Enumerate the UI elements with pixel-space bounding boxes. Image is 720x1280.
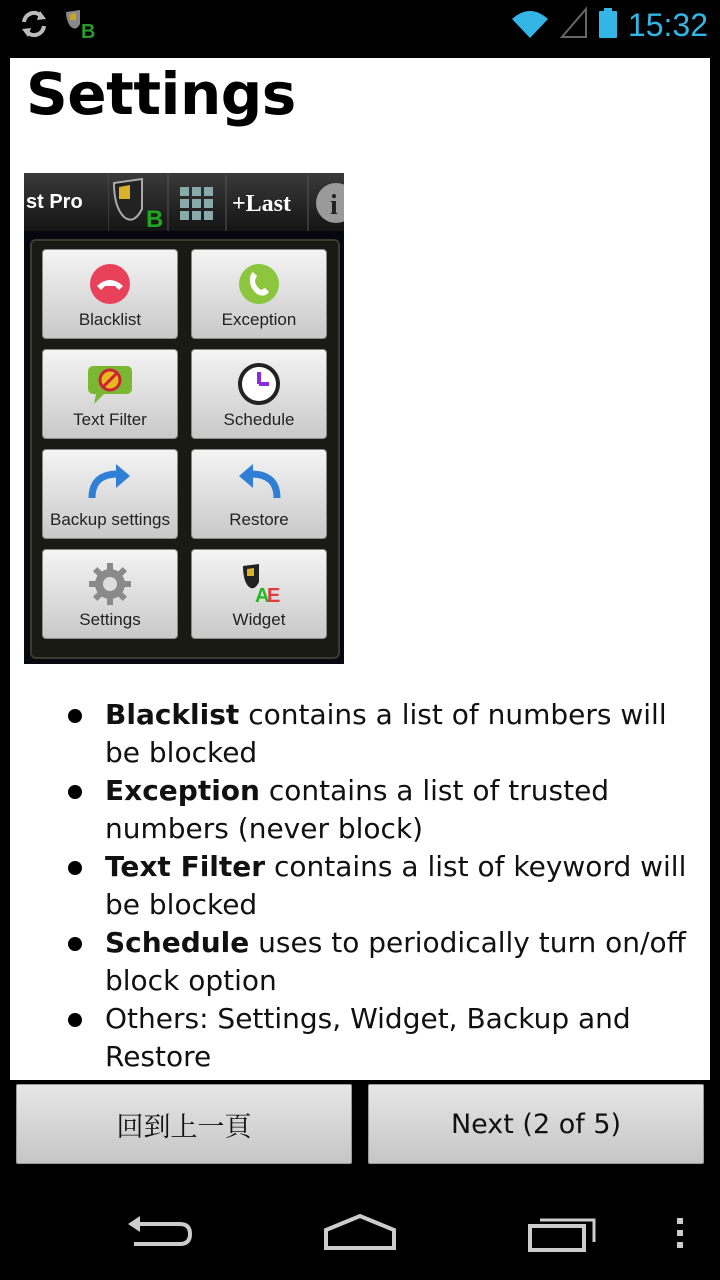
navigation-bar — [0, 1184, 720, 1280]
list-item — [10, 772, 710, 848]
phone-block-icon — [88, 262, 132, 306]
screenshot-app-name: st Pro — [26, 191, 83, 213]
list-item-term: Text Filter — [105, 850, 266, 883]
screenshot-menu-panel — [30, 239, 340, 659]
overflow-menu-icon[interactable] — [674, 1212, 686, 1257]
tile-label: Blacklist — [78, 310, 142, 329]
svg-text:E: E — [267, 585, 281, 606]
redo-arrow-icon — [86, 462, 134, 506]
list-item — [10, 924, 710, 1000]
undo-arrow-icon — [235, 462, 283, 506]
tile-label: Restore — [229, 510, 289, 529]
feature-list — [10, 696, 710, 1076]
recents-icon[interactable] — [526, 1212, 598, 1257]
widget-icon — [237, 562, 281, 606]
help-content[interactable] — [10, 58, 710, 1080]
blacklist-app-icon — [64, 8, 98, 45]
svg-text:B: B — [81, 21, 96, 40]
clock-icon — [237, 362, 281, 406]
sync-icon — [18, 8, 50, 45]
gear-icon — [88, 562, 132, 606]
home-icon[interactable] — [322, 1212, 398, 1257]
tile-schedule — [191, 349, 327, 439]
tile-label: Schedule — [223, 410, 295, 429]
signal-icon — [560, 7, 588, 44]
svg-text:i: i — [330, 190, 338, 221]
phone-green-icon — [237, 262, 281, 306]
back-icon[interactable] — [124, 1212, 196, 1257]
wifi-icon — [510, 7, 550, 44]
status-bar — [0, 0, 720, 50]
menu-screenshot-image — [24, 173, 344, 664]
tile-blacklist — [42, 249, 178, 339]
tile-settings — [42, 549, 178, 639]
list-item-text: contains a list of keyword will be blocked — [105, 850, 687, 921]
tile-label: Widget — [232, 610, 286, 629]
list-item-text: Others: Settings, Widget, Backup and Restore — [105, 1002, 631, 1073]
tile-exception — [191, 249, 327, 339]
tile-backup-settings — [42, 449, 178, 539]
tile-label: Backup settings — [49, 510, 170, 529]
svg-text:A: A — [255, 585, 270, 606]
status-clock: 15:32 — [627, 7, 708, 43]
list-item-term: Schedule — [105, 926, 250, 959]
list-item-term: Exception — [105, 774, 260, 807]
battery-icon — [598, 7, 618, 44]
page-title: Settings — [26, 60, 296, 128]
svg-text:+Last: +Last — [232, 191, 292, 217]
list-item-text: contains a list of trusted numbers (never block) — [105, 774, 610, 845]
svg-text:B: B — [146, 206, 164, 231]
tile-restore — [191, 449, 327, 539]
tile-label: Text Filter — [73, 410, 147, 429]
next-button[interactable]: Next (2 of 5) — [368, 1084, 704, 1164]
screenshot-toolbar — [24, 173, 344, 231]
back-button[interactable]: 回到上一頁 — [16, 1084, 352, 1164]
list-item — [10, 848, 710, 924]
list-item — [10, 696, 710, 772]
list-item-term: Blacklist — [105, 698, 240, 731]
list-item — [10, 1000, 710, 1076]
list-item-text: contains a list of numbers will be blocked — [105, 698, 667, 769]
tile-label: Settings — [79, 610, 141, 629]
list-item-text: uses to periodically turn on/off block option — [105, 926, 686, 997]
tile-label: Exception — [221, 310, 297, 329]
screenshot-toolbar-icons — [108, 175, 344, 231]
message-filter-icon — [86, 362, 134, 406]
tile-text-filter — [42, 349, 178, 439]
tile-widget — [191, 549, 327, 639]
